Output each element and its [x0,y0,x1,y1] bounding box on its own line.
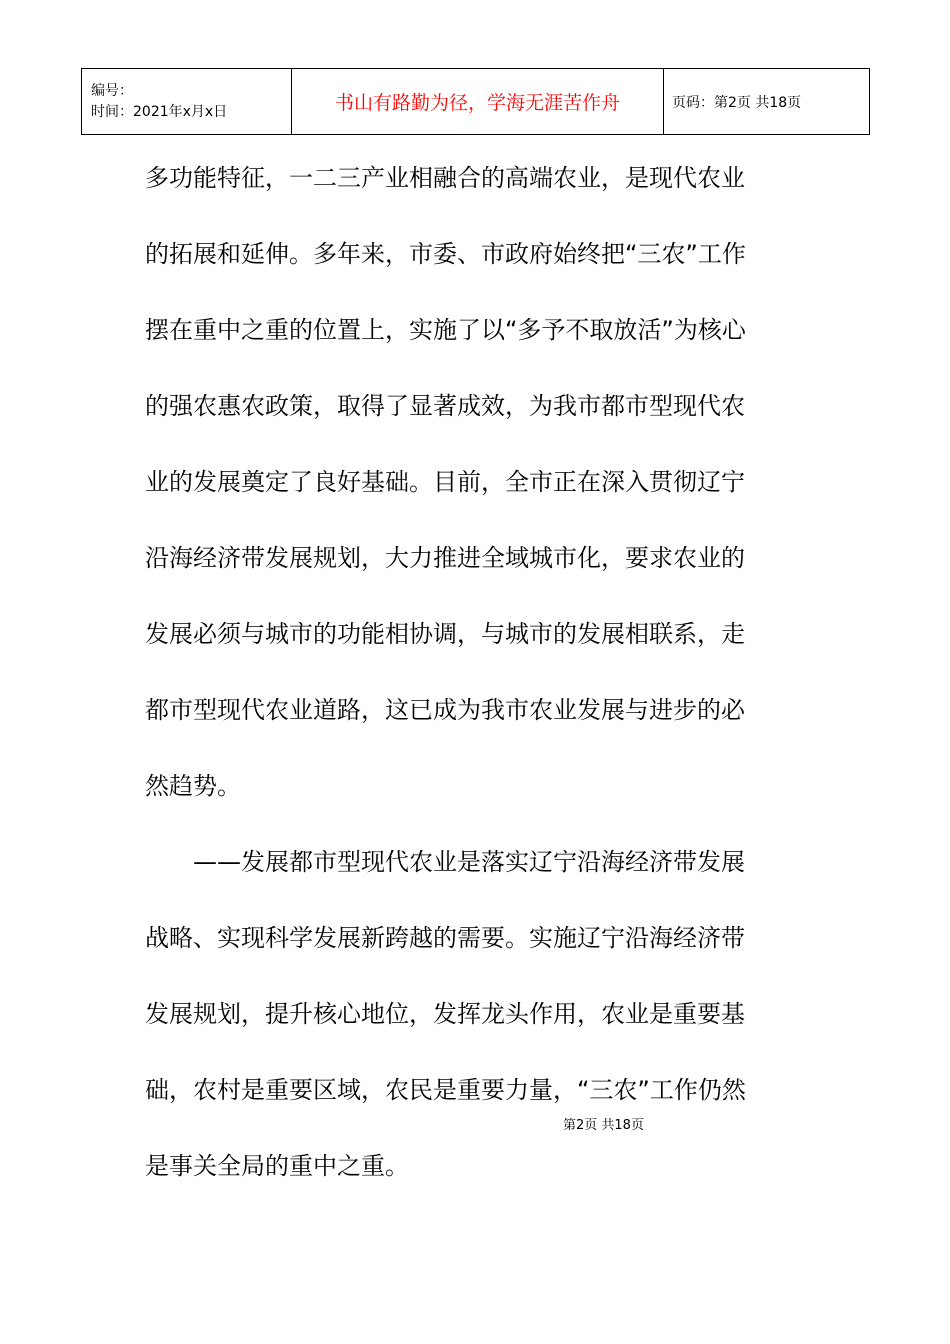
header-page-code: 页码：第2页 共18页 [664,69,870,135]
body-line: 都市型现代农业道路，这已成为我市农业发展与进步的必 [145,696,745,724]
document-body [145,152,815,1216]
body-line: 摆在重中之重的位置上，实施了以“多予不取放活”为核心 [145,316,746,344]
body-line: 的强农惠农政策，取得了显著成效，为我市都市型现代农 [145,392,745,420]
body-line: 然趋势。 [145,772,241,800]
body-line: 的拓展和延伸。多年来，市委、市政府始终把“三农”工作 [145,240,746,268]
body-line: 沿海经济带发展规划，大力推进全域城市化，要求农业的 [145,544,745,572]
body-line: 发展规划，提升核心地位，发挥龙头作用，农业是重要基 [145,1000,745,1028]
date-label: 时间：2021年x月x日 [91,103,228,120]
body-line: 多功能特征，一二三产业相融合的高端农业，是现代农业 [145,164,745,192]
body-line: 发展必须与城市的功能相协调，与城市的发展相联系，走 [145,620,745,648]
header-motto: 书山有路勤为径，学海无涯苦作舟 [292,69,664,135]
body-line: 业的发展奠定了良好基础。目前，全市正在深入贯彻辽宁 [145,468,745,496]
body-line: 础，农村是重要区域，农民是重要力量，“三农”工作仍然 [145,1076,746,1104]
serial-number-label: 编号： [91,82,133,99]
header-meta-cell [82,69,292,135]
document-header [81,68,870,135]
body-line: ——发展都市型现代农业是落实辽宁沿海经济带发展 [193,848,745,876]
body-line: 是事关全局的重中之重。 [145,1152,409,1180]
body-line: 战略、实现科学发展新跨越的需要。实施辽宁沿海经济带 [145,924,745,952]
footer-page-number: 第2页 共18页 [563,1118,644,1133]
